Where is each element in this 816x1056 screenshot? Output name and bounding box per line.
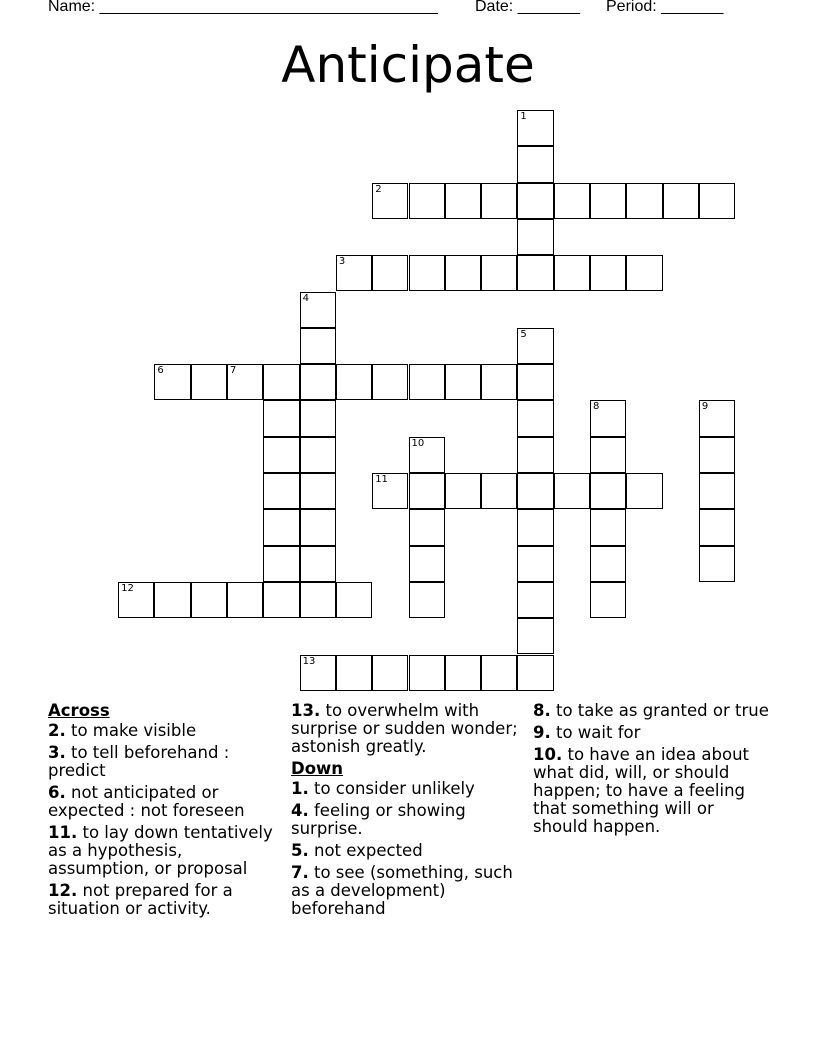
grid-cell[interactable] xyxy=(263,364,299,400)
grid-cell[interactable] xyxy=(590,473,626,509)
cell-number: 11 xyxy=(375,474,388,485)
grid-cell[interactable] xyxy=(699,400,735,436)
grid-cell[interactable] xyxy=(409,183,445,219)
grid-cell[interactable] xyxy=(300,328,336,364)
grid-cell[interactable] xyxy=(481,655,517,691)
cell-number: 12 xyxy=(121,582,134,594)
clue-down-7: 7. to see (something, such as a development) beforehand xyxy=(291,863,513,918)
grid-cell[interactable] xyxy=(517,582,553,618)
grid-cell[interactable] xyxy=(336,255,372,291)
grid-cell[interactable] xyxy=(300,582,336,618)
grid-cell[interactable] xyxy=(263,437,299,473)
grid-cell[interactable] xyxy=(517,328,553,364)
grid-cell[interactable] xyxy=(336,582,372,618)
grid-cell[interactable] xyxy=(445,473,481,509)
grid-cell[interactable] xyxy=(154,582,190,618)
clue-down-1: 1. to consider unlikely xyxy=(291,779,475,798)
grid-cell[interactable] xyxy=(372,183,408,219)
grid-cell[interactable] xyxy=(191,582,227,618)
grid-cell[interactable] xyxy=(517,618,553,654)
clue-across-2: 2. to make visible xyxy=(48,721,197,740)
grid-cell[interactable] xyxy=(590,509,626,545)
cell-number: 1 xyxy=(520,111,527,122)
cell-number: 9 xyxy=(701,401,709,413)
grid-cell[interactable] xyxy=(590,183,626,219)
grid-cell[interactable] xyxy=(300,546,336,582)
across-heading: Across xyxy=(48,701,110,720)
grid-cell[interactable] xyxy=(263,582,299,618)
clue-across-12: 12. not prepared for a situation or activity. xyxy=(48,881,233,918)
grid-cell[interactable] xyxy=(300,473,336,509)
cell-number: 5 xyxy=(520,328,527,340)
grid-cell[interactable] xyxy=(626,183,662,219)
grid-cell[interactable] xyxy=(445,255,481,291)
cell-number: 8 xyxy=(593,401,600,413)
grid-cell[interactable] xyxy=(517,473,553,509)
clue-down-5: 5. not expected xyxy=(291,841,423,860)
grid-cell[interactable] xyxy=(300,655,336,691)
cell-number: 4 xyxy=(302,292,309,304)
clues-column-1 xyxy=(48,702,288,922)
grid-cell[interactable] xyxy=(409,437,445,473)
grid-cell[interactable] xyxy=(699,437,735,473)
clue-across-3: 3. to tell beforehand : predict xyxy=(48,743,230,780)
grid-cell[interactable] xyxy=(336,655,372,691)
grid-cell[interactable] xyxy=(699,546,735,582)
grid-cell[interactable] xyxy=(263,546,299,582)
grid-cell[interactable] xyxy=(300,509,336,545)
grid-cell[interactable] xyxy=(517,183,553,219)
grid-cell[interactable] xyxy=(590,255,626,291)
grid-cell[interactable] xyxy=(336,364,372,400)
grid-cell[interactable] xyxy=(445,183,481,219)
grid-cell[interactable] xyxy=(154,364,190,400)
grid-cell[interactable] xyxy=(517,110,553,146)
down-heading: Down xyxy=(291,759,344,778)
clues-column-3 xyxy=(533,702,773,840)
grid-cell[interactable] xyxy=(481,364,517,400)
grid-cell[interactable] xyxy=(372,255,408,291)
period-field[interactable]: Period: _______ xyxy=(606,0,724,15)
grid-cell[interactable] xyxy=(300,292,336,328)
grid-cell[interactable] xyxy=(263,400,299,436)
grid-cell[interactable] xyxy=(409,582,445,618)
clue-down-4: 4. feeling or showing surprise. xyxy=(291,801,466,838)
date-field[interactable]: Date: _______ xyxy=(475,0,580,15)
grid-cell[interactable] xyxy=(517,546,553,582)
grid-cell[interactable] xyxy=(699,473,735,509)
grid-cell[interactable] xyxy=(590,437,626,473)
grid-cell[interactable] xyxy=(590,582,626,618)
grid-cell[interactable] xyxy=(481,255,517,291)
grid-cell[interactable] xyxy=(517,255,553,291)
grid-cell[interactable] xyxy=(409,655,445,691)
grid-cell[interactable] xyxy=(300,400,336,436)
grid-cell[interactable] xyxy=(409,546,445,582)
grid-cell[interactable] xyxy=(300,364,336,400)
grid-cell[interactable] xyxy=(699,183,735,219)
cell-number: 7 xyxy=(230,365,237,377)
grid-cell[interactable] xyxy=(517,437,553,473)
cell-number: 10 xyxy=(411,437,425,449)
grid-cell[interactable] xyxy=(590,546,626,582)
name-field[interactable]: Name: ______________________________________ xyxy=(48,0,438,15)
grid-cell[interactable] xyxy=(554,183,590,219)
clue-down-8: 8. to take as granted or true xyxy=(533,701,769,720)
grid-cell[interactable] xyxy=(517,364,553,400)
grid-cell[interactable] xyxy=(481,183,517,219)
grid-cell[interactable] xyxy=(409,509,445,545)
grid-cell[interactable] xyxy=(590,400,626,436)
grid-cell[interactable] xyxy=(481,473,517,509)
grid-cell[interactable] xyxy=(517,509,553,545)
cell-number: 6 xyxy=(157,365,164,377)
grid-cell[interactable] xyxy=(372,473,408,509)
grid-cell[interactable] xyxy=(445,364,481,400)
clue-down-10: 10. to have an idea about what did, will, or should happen; to have a feeling that something will or should happen. xyxy=(533,745,750,836)
grid-cell[interactable] xyxy=(227,364,263,400)
grid-cell[interactable] xyxy=(118,582,154,618)
grid-cell[interactable] xyxy=(191,364,227,400)
cell-number: 13 xyxy=(302,655,316,667)
grid-cell[interactable] xyxy=(263,473,299,509)
grid-cell[interactable] xyxy=(517,219,553,255)
clue-across-6: 6. not anticipated or expected : not foreseen xyxy=(48,783,245,820)
grid-cell[interactable] xyxy=(554,255,590,291)
clue-across-11: 11. to lay down tentatively as a hypothesis, assumption, or proposal xyxy=(48,823,273,878)
grid-cell[interactable] xyxy=(626,255,662,291)
grid-cell[interactable] xyxy=(227,582,263,618)
grid-cell[interactable] xyxy=(263,509,299,545)
grid-cell[interactable] xyxy=(372,655,408,691)
grid-cell[interactable] xyxy=(372,364,408,400)
grid-cell[interactable] xyxy=(517,400,553,436)
clues-column-2 xyxy=(291,702,523,922)
grid-cell[interactable] xyxy=(663,183,699,219)
grid-cell[interactable] xyxy=(409,255,445,291)
cell-number: 3 xyxy=(338,256,346,268)
cell-number: 2 xyxy=(375,183,382,195)
clue-across-13: 13. to overwhelm with surprise or sudden wonder; astonish greatly. xyxy=(291,701,518,756)
grid-cell[interactable] xyxy=(517,146,553,182)
grid-cell[interactable] xyxy=(517,655,553,691)
grid-cell[interactable] xyxy=(626,473,662,509)
grid-cell[interactable] xyxy=(409,364,445,400)
page-title: Anticipate xyxy=(281,36,535,94)
clue-down-9: 9. to wait for xyxy=(533,723,641,742)
grid-cell[interactable] xyxy=(300,437,336,473)
grid-cell[interactable] xyxy=(409,473,445,509)
grid-cell[interactable] xyxy=(445,655,481,691)
grid-cell[interactable] xyxy=(554,473,590,509)
grid-cell[interactable] xyxy=(699,509,735,545)
